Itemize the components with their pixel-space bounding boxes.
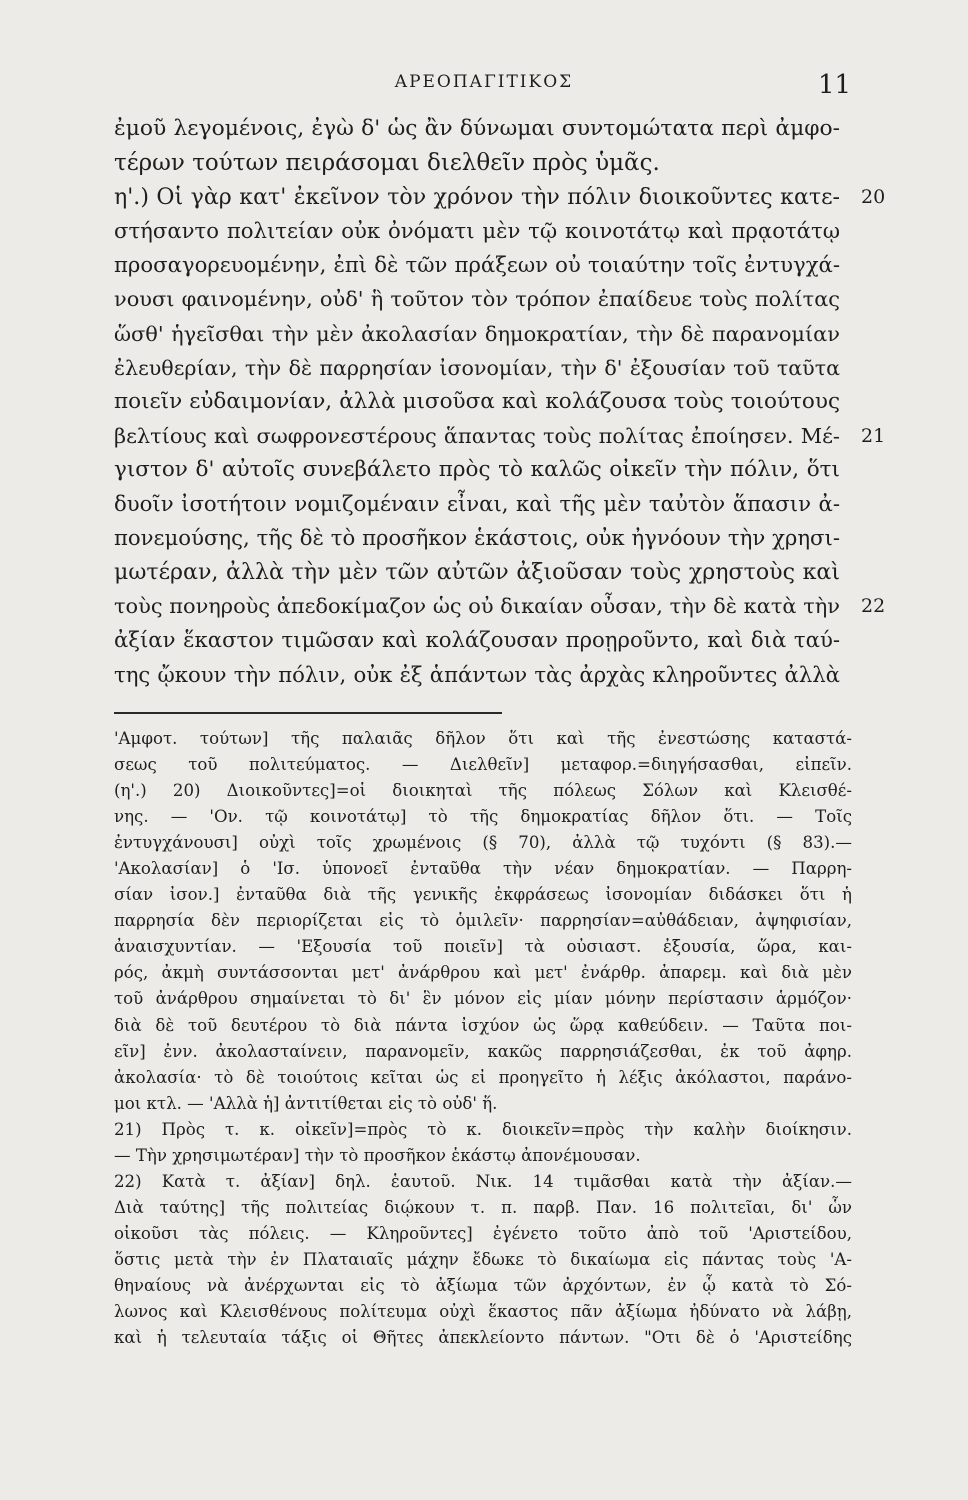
text-line-content: ὥσθ' ἡγεῖσθαι τὴν μὲν ἀκολασίαν δημοκρατίαν, τὴν δὲ παρανομίαν <box>114 321 840 346</box>
text-line-content: ἀξίαν ἕκαστον τιμῶσαν καὶ κολάζουσαν προῃροῦντο, καὶ διὰ ταύ- <box>114 627 840 653</box>
note-line: 'Αμφοτ. τούτων] τῆς παλαιᾶς δῆλον ὅτι καὶ τῆς ἐνεστώσης καταστά- <box>114 729 852 748</box>
text-line-content: της ᾤκουν τὴν πόλιν, οὐκ ἐξ ἁπάντων τὰς ἀρχὰς κληροῦντες ἀλλὰ <box>114 661 840 687</box>
text-line <box>114 282 852 316</box>
note-line: ρός, ἀκμὴ συντάσσονται μετ' ἀνάρθρου καὶ μετ' ἐνάρθρ. ἀπαρεμ. καὶ διὰ μὲν <box>114 963 852 983</box>
text-line-content: η'.) Οἱ γὰρ κατ' ἐκεῖνον τὸν χρόνον τὴν πόλιν διοικοῦντες κατε- <box>114 184 840 211</box>
text-line-content: στήσαντο πολιτείαν οὐκ ὀνόματι μὲν τῷ κοινοτάτῳ καὶ πρᾳοτάτῳ <box>114 218 840 244</box>
note-line: σεως τοῦ πολιτεύματος. — Διελθεῖν] μεταφορ.=διηγήσασθαι, εἰπεῖν. <box>114 755 852 775</box>
commentary-notes <box>114 726 852 1351</box>
note-line: οἰκοῦσι τὰς πόλεις. — Κληροῦντες] ἐγένετο τοῦτο ἀπὸ τοῦ 'Αριστείδου, <box>114 1223 852 1243</box>
note-line: ἀκολασία· τὸ δὲ τοιούτοις κεῖται ὡς εἰ προηγεῖτο ἡ λέξις ἀκόλαστοι, παράνο- <box>114 1067 852 1087</box>
note-line: καὶ ἡ τελευταία τάξις οἱ Θῆτες ἀπεκλείοντο πάντων. "Οτι δὲ ὁ 'Αριστείδης <box>114 1328 852 1348</box>
text-line <box>114 487 852 521</box>
note-line: σίαν ἰσον.] ἐνταῦθα διὰ τῆς γενικῆς ἐκφράσεως ἰσονομίαν διδάσκει ὅτι ἡ <box>114 885 852 905</box>
text-line <box>114 658 852 692</box>
note-line: — Τὴν χρησιμωτέραν] τὴν τὸ προσῆκον ἑκάστῳ ἀπονέμουσαν. <box>114 1145 641 1165</box>
text-line-content: ποιεῖν εὐδαιμονίαν, ἀλλὰ μισοῦσα καὶ κολάζουσα τοὺς τοιούτους <box>114 388 840 414</box>
note-line: ἐντυγχάνουσι] οὐχὶ τοῖς χρωμένοις (§ 70), ἀλλὰ τῷ τυχόντι (§ 83).— <box>114 833 852 853</box>
text-line <box>114 112 852 146</box>
text-line-content: ἐλευθερίαν, τὴν δὲ παρρησίαν ἰσονομίαν, τὴν δ' ἐξουσίαν τοῦ ταῦτα <box>114 355 840 380</box>
text-line-content: προσαγορευομένην, ἐπὶ δὲ τῶν πράξεων οὐ τοιαύτην τοῖς ἐντυγχά- <box>114 252 840 278</box>
text-line <box>114 589 886 623</box>
note-line: ἀναισχυντίαν. — 'Εξουσία τοῦ ποιεῖν] τὰ οὐσιαστ. ἐξουσία, ὥρα, και- <box>114 937 852 957</box>
note-line: (η'.) 20) Διοικοῦντες]=οἱ διοικηταὶ τῆς πόλεως Σόλων καὶ Κλεισθέ- <box>114 781 852 801</box>
text-line <box>114 555 852 589</box>
note-line: ὅστις μετὰ τὴν ἐν Πλαταιαῖς μάχην ἔδωκε τὸ δικαίωμα εἰς πάντας τοὺς 'Α- <box>114 1249 852 1269</box>
footnote-rule <box>114 712 502 714</box>
text-line <box>114 214 852 248</box>
note-line: 21) Πρὸς τ. κ. οἰκεῖν]=πρὸς τὸ κ. διοικεῖν=πρὸς τὴν καλὴν διοίκησιν. <box>114 1119 852 1139</box>
note-line: 22) Κατὰ τ. ἀξίαν] δηλ. ἑαυτοῦ. Νικ. 14 τιμᾶσθαι κατὰ τὴν ἀξίαν.— <box>114 1171 852 1191</box>
text-line <box>114 453 852 487</box>
note-line: λωνος καὶ Κλεισθένους πολίτευμα οὐχὶ ἕκαστος πᾶν ἀξίωμα ἠδύνατο νὰ λάβῃ, <box>114 1302 852 1322</box>
text-line-content: τοὺς πονηροὺς ἀπεδοκίμαζον ὡς οὐ δικαίαν οὖσαν, τὴν δὲ κατὰ τὴν <box>114 594 840 619</box>
text-line <box>114 180 886 214</box>
text-line-content: τέρων τούτων πειράσομαι διελθεῖν πρὸς ὑμᾶς. <box>114 150 660 177</box>
margin-section-number: 20 <box>861 186 886 209</box>
text-line-content: δυοῖν ἰσοτήτοιν νομιζομέναιν εἶναι, καὶ τῆς μὲν ταὐτὸν ἅπασιν ἀ- <box>114 491 840 517</box>
note-line: τοῦ ἀνάρθρου σημαίνεται τὸ δι' ἓν μόνον εἰς μίαν μόνην περίστασιν ἁρμόζον· <box>114 989 852 1009</box>
page-number: 11 <box>818 70 852 100</box>
text-line-content: βελτίους καὶ σωφρονεστέρους ἅπαντας τοὺς πολίτας ἐποίησεν. Μέ- <box>114 423 840 448</box>
main-text <box>114 112 886 692</box>
note-line: Διὰ ταύτης] τῆς πολιτείας διῴκουν τ. π. παρβ. Παν. 16 πολιτεῖαι, δι' ὧν <box>114 1197 852 1217</box>
note-line: παρρησία δὲν περιορίζεται εἰς τὸ ὁμιλεῖν· παρρησίαν=αὐθάδειαν, ἀψηφισίαν, <box>114 911 852 931</box>
note-line: νης. — 'Ον. τῷ κοινοτάτῳ] τὸ τῆς δημοκρατίας δῆλον ὅτι. — Τοῖς <box>114 807 852 827</box>
text-line <box>114 419 886 453</box>
margin-section-number: 21 <box>861 424 886 447</box>
text-line <box>114 385 852 419</box>
text-line <box>114 317 852 351</box>
text-line <box>114 146 852 180</box>
text-line-content: νουσι φαινομένην, οὐδ' ἣ τοῦτον τὸν τρόπον ἐπαίδευε τοὺς πολίτας <box>114 287 840 312</box>
margin-section-number: 22 <box>861 595 886 618</box>
text-line <box>114 248 852 282</box>
note-line: μοι κτλ. — 'Αλλὰ ἡ] ἀντιτίθεται εἰς τὸ οὐδ' ἥ. <box>114 1093 498 1113</box>
note-line: θηναίους νὰ ἀνέρχωνται εἰς τὸ ἀξίωμα τῶν ἀρχόντων, ἐν ᾧ κατὰ τὸ Σό- <box>114 1275 852 1295</box>
note-line: διὰ δὲ τοῦ δευτέρου τὸ διὰ πάντα ἰσχύον ὡς ὥρᾳ καθεύδειν. — Ταῦτα ποι- <box>114 1015 852 1035</box>
text-line-content: γιστον δ' αὐτοῖς συνεβάλετο πρὸς τὸ καλῶς οἰκεῖν τὴν πόλιν, ὅτι <box>114 456 840 482</box>
text-line-content: ἐμοῦ λεγομένοις, ἐγὼ δ' ὡς ἂν δύνωμαι συντομώτατα περὶ ἀμφο- <box>114 116 840 141</box>
note-line: 'Ακολασίαν] ὁ 'Ισ. ὑπονοεῖ ἐνταῦθα τὴν νέαν δημοκρατίαν. — Παρρη- <box>114 859 852 879</box>
text-line-content: μωτέραν, ἀλλὰ τὴν μὲν τῶν αὐτῶν ἀξιοῦσαν τοὺς χρηστοὺς καὶ <box>114 559 840 586</box>
note-line: εῖν] ἐνν. ἀκολασταίνειν, παρανομεῖν, κακῶς παρρησιάζεσθαι, ἐκ τοῦ ἀφηρ. <box>114 1041 852 1061</box>
running-title: ΑΡΕΟΠΑΓΙΤΙΚΟΣ <box>394 72 574 92</box>
text-line <box>114 351 852 385</box>
text-line <box>114 623 852 657</box>
text-line-content: πονεμούσης, τῆς δὲ τὸ προσῆκον ἑκάστοις, οὐκ ἠγνόουν τὴν χρησι- <box>114 525 840 551</box>
text-line <box>114 521 852 555</box>
